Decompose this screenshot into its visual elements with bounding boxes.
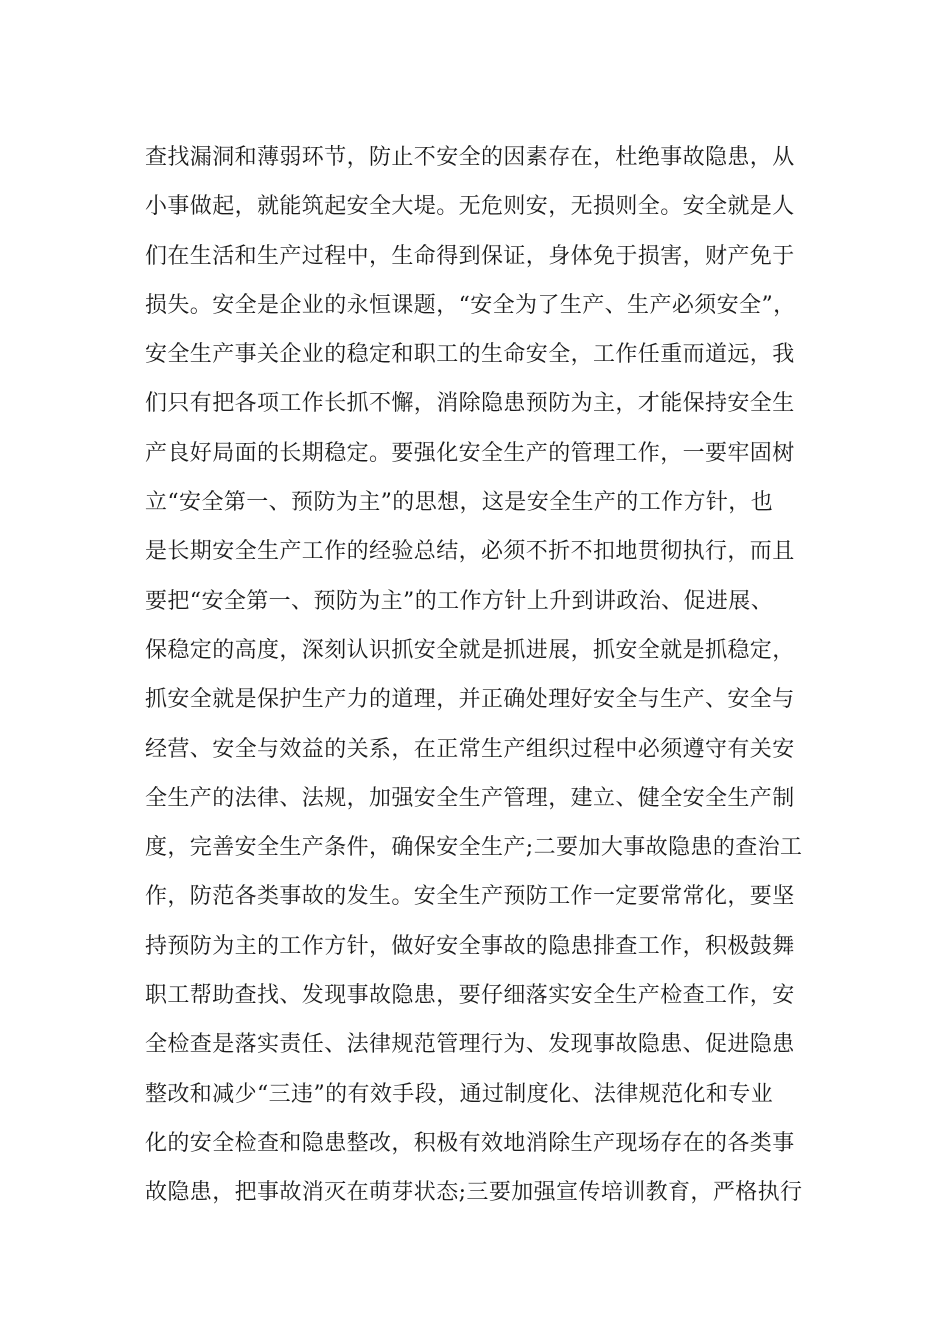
text-line: 化的安全检查和隐患整改，积极有效地消除生产现场存在的各类事: [145, 1130, 795, 1156]
text-line: 保稳定的高度，深刻认识抓安全就是抓进展，抓安全就是抓稳定，: [145, 637, 795, 663]
text-line: 损失。安全是企业的永恒课题，“安全为了生产、生产必须安全”，: [145, 292, 796, 318]
text-line: 故隐患，把事故消灭在萌芽状态;三要加强宣传培训教育，严格执行: [145, 1180, 803, 1206]
text-line: 职工帮助查找、发现事故隐患，要仔细落实安全生产检查工作，安: [145, 983, 795, 1009]
text-line: 要把“安全第一、预防为主”的工作方针上升到讲政治、促进展、: [145, 588, 774, 614]
text-line: 安全生产事关企业的稳定和职工的生命安全，工作任重而道远，我: [145, 342, 795, 368]
text-line: 抓安全就是保护生产力的道理，并正确处理好安全与生产、安全与: [145, 687, 795, 713]
text-line: 是长期安全生产工作的经验总结，必须不折不扣地贯彻执行，而且: [145, 539, 795, 565]
text-line: 全生产的法律、法规，加强安全生产管理，建立、健全安全生产制: [145, 785, 795, 811]
text-line: 持预防为主的工作方针，做好安全事故的隐患排查工作，积极鼓舞: [145, 933, 795, 959]
text-line: 产良好局面的长期稳定。要强化安全生产的管理工作，一要牢固树: [145, 440, 795, 466]
text-line: 经营、安全与效益的关系，在正常生产组织过程中必须遵守有关安: [145, 736, 795, 762]
text-line: 作，防范各类事故的发生。安全生产预防工作一定要常常化，要坚: [145, 884, 795, 910]
body-paragraph: [145, 133, 825, 1218]
text-line: 全检查是落实责任、法律规范管理行为、发现事故隐患、促进隐患: [145, 1032, 795, 1058]
text-line: 小事做起，就能筑起安全大堤。无危则安，无损则全。安全就是人: [145, 194, 795, 220]
text-line: 整改和减少“三违”的有效手段，通过制度化、法律规范化和专业: [145, 1081, 774, 1107]
text-line: 度，完善安全生产条件，确保安全生产;二要加大事故隐患的查治工: [145, 835, 803, 861]
text-line: 立“安全第一、预防为主”的思想，这是安全生产的工作方针，也: [145, 490, 774, 516]
text-line: 们在生活和生产过程中，生命得到保证，身体免于损害，财产免于: [145, 243, 795, 269]
text-line: 们只有把各项工作长抓不懈，消除隐患预防为主，才能保持安全生: [145, 391, 795, 417]
text-line: 查找漏洞和薄弱环节，防止不安全的因素存在，杜绝事故隐患，从: [145, 145, 795, 170]
